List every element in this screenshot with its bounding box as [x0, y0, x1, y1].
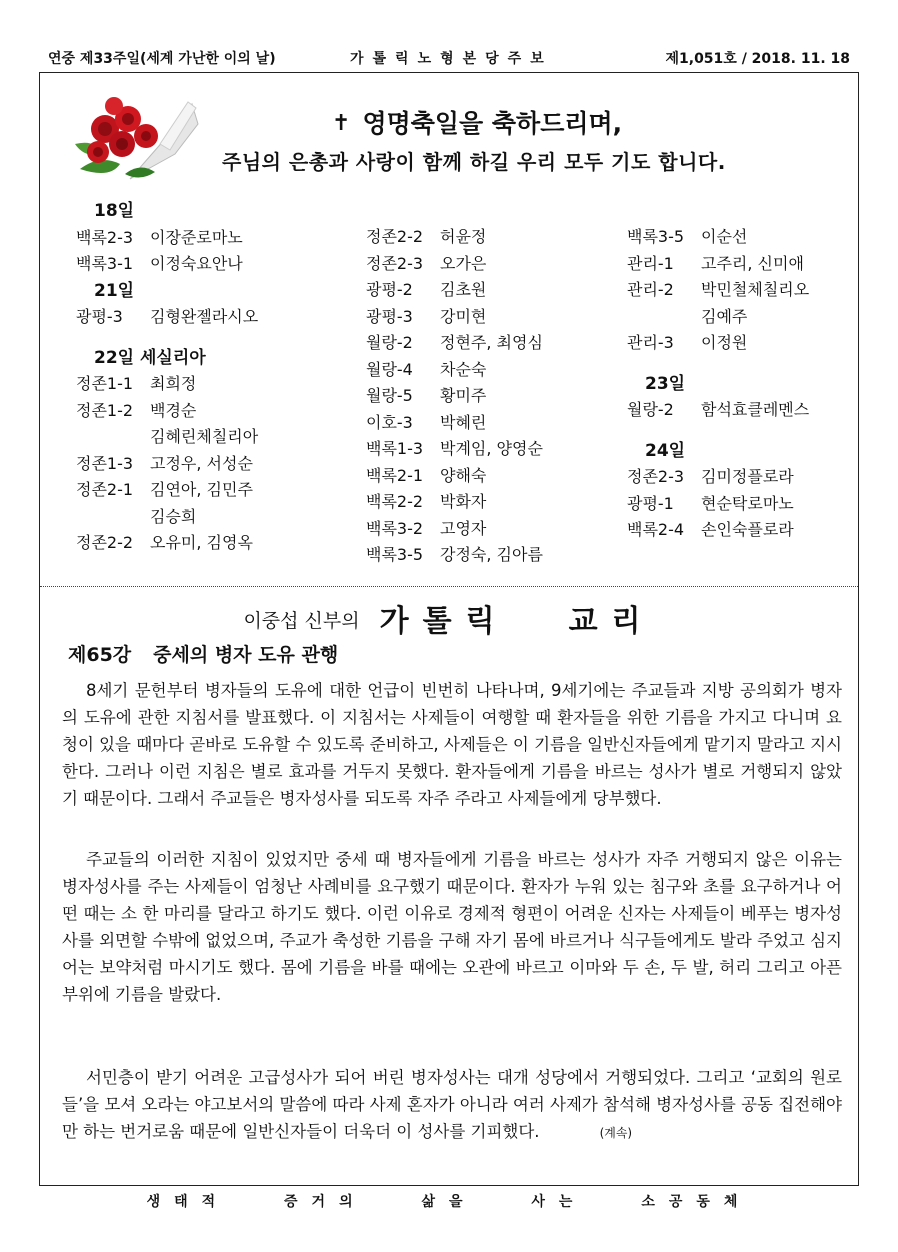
zone-tag: 월랑-4 [366, 359, 413, 379]
zone-tag: 광평-3 [366, 306, 413, 326]
feast-entry [76, 304, 258, 331]
person-names: 고정우, 서성순 [150, 453, 253, 473]
lesson-paragraph-1: 8세기 문헌부터 병자들의 도유에 대한 언급이 빈번히 나타나며, 9세기에는 주교들과 지방 공의회가 병자의 도유에 관한 지침서를 발표했다. 이 지침서는 사제들이 여행할 때 환자들을 위한 기름을 가지고 다니며 요청이 있을 때마다 곧바로 도유할 수 있도록 준비하고, 사제들은 이 기름을 일반신자들에게 맡기지 말라고 지시한다. 그러나 이런 지침은 별로 효과를 거두지 못했다. 환자들에게 기름을 바르는 성사가 별로 거행되지 않았기 때문이다. 그래서 주교들은 병자성사를 되도록 자주 주라고 사제들에게 당부했다. [62, 681, 842, 808]
person-names: 현순탁로마노 [701, 493, 794, 513]
feast-entry [76, 225, 258, 252]
person-names: 허윤정 [440, 227, 487, 246]
person-names: 박혜린 [440, 412, 487, 432]
person-names: 차순숙 [440, 359, 487, 379]
zone-tag: 광평-3 [76, 307, 123, 326]
person-names: 김연아, 김민주 [150, 480, 253, 499]
person-names: 이정숙요안나 [150, 254, 243, 273]
zone-tag: 광평-2 [366, 280, 413, 299]
zone-tag: 정존2-1 [76, 480, 134, 499]
person-names: 강정숙, 김아름 [440, 545, 543, 564]
zone-tag: 정존1-1 [76, 374, 134, 393]
zone-tag: 백록2-4 [627, 520, 685, 539]
feast-subtitle: 주님의 은총과 사랑이 함께 하길 우리 모두 기도 합니다. [222, 150, 726, 174]
feast-list-column-2 [366, 224, 543, 569]
zone-tag: 백록3-5 [366, 545, 424, 564]
rose-bouquet-image [70, 84, 200, 184]
lesson-heading-a: 가톨릭 [379, 604, 509, 639]
bulletin-header [40, 46, 858, 68]
person-names: 함석효클레멘스 [701, 400, 810, 419]
spacer [627, 424, 809, 438]
zone-tag: 정존2-3 [366, 253, 424, 273]
zone-tag: 관리-2 [627, 280, 674, 299]
feast-entry [627, 251, 809, 278]
zone-tag: 월랑-2 [366, 333, 413, 352]
feast-entry [366, 357, 543, 384]
person-names: 박민철체칠리오 [701, 280, 810, 299]
feast-entry [366, 224, 543, 251]
cross-icon: ✝ [332, 111, 351, 136]
lesson-header [0, 596, 898, 640]
feast-entry [76, 251, 258, 278]
zone-tag: 월랑-5 [366, 386, 413, 405]
zone-tag: 백록3-5 [627, 227, 685, 246]
feast-title-text: 영명축일을 축하드리며, [362, 109, 623, 138]
feast-entry [366, 463, 543, 490]
zone-tag: 정존2-3 [627, 467, 685, 486]
person-names: 정현주, 최영심 [440, 333, 543, 352]
feast-entry [76, 371, 258, 398]
zone-tag: 백록3-2 [366, 518, 424, 538]
zone-tag: 백록2-1 [366, 465, 424, 485]
lesson-number: 제65강 [68, 644, 132, 666]
feast-entry [627, 464, 809, 491]
lesson-title [68, 640, 338, 667]
person-names: 김미정플로라 [701, 467, 794, 486]
feast-entry [366, 516, 543, 543]
zone-tag: 백록2-3 [76, 227, 134, 247]
person-names: 황미주 [440, 386, 487, 405]
lesson-author: 이중섭 신부의 [243, 610, 360, 632]
zone-tag: 정존1-2 [76, 400, 134, 420]
feast-date-heading: 21일 [94, 280, 135, 301]
feast-title [332, 104, 622, 140]
feast-entry [627, 277, 809, 304]
feast-entry [627, 397, 809, 424]
feast-date-heading: 23일 [645, 373, 686, 394]
continued-note: (계속) [599, 1126, 633, 1140]
person-names: 이장준로마노 [150, 227, 243, 247]
bulletin-name: 가톨릭노형본당주보 [350, 51, 553, 67]
spacer [627, 357, 809, 371]
feast-entry-continuation: 김예주 [701, 306, 748, 326]
lesson-paragraph-2: 주교들의 이러한 지침이 있었지만 중세 때 병자들에게 기름을 바르는 성사가 자주 거행되지 않은 이유는 병자성사를 주는 사제들이 엄청난 사례비를 요구했기 때문이다. 환자가 누워 있는 침구와 초를 요구하거나 어떤 때는 소 한 마리를 달라고 하기도 했다. 이런 이유로 경제적 형편이 어려운 신자는 사제들이 베푸는 병자성사를 외면할 수밖에 없었으며, 주교가 축성한 기름을 구해 자기 몸에 바르거나 식구들에게도 발라 주었고 심지어는 보약처럼 마시기도 했다. 몸에 기름을 바를 때에는 오관에 바르고 이마와 두 손, 두 발, 허리 그리고 아픈 부위에 기름을 발랐다. [62, 850, 842, 1004]
person-names: 고영자 [440, 518, 487, 538]
person-names: 김초원 [440, 280, 487, 299]
feast-entry [76, 530, 258, 557]
feast-entry [366, 489, 543, 516]
zone-tag: 백록3-1 [76, 254, 134, 273]
zone-tag: 정존2-2 [366, 227, 424, 246]
feast-entry [366, 277, 543, 304]
feast-entry [366, 542, 543, 569]
person-names: 오가은 [440, 253, 487, 273]
feast-entry [366, 383, 543, 410]
feast-entry-continuation: 김승희 [150, 506, 197, 526]
person-names: 백경순 [150, 400, 197, 420]
section-divider [40, 586, 858, 587]
lesson-title-text: 중세의 병자 도유 관행 [153, 644, 339, 666]
feast-date-heading: 24일 [645, 440, 686, 461]
feast-entry [366, 330, 543, 357]
zone-tag: 이호-3 [366, 412, 413, 432]
spacer [76, 331, 258, 345]
zone-tag: 백록2-2 [366, 492, 424, 511]
zone-tag: 정존1-3 [76, 453, 134, 473]
lesson-heading-b: 교리 [568, 604, 655, 639]
zone-tag: 정존2-2 [76, 533, 134, 552]
zone-tag: 백록1-3 [366, 439, 424, 458]
feast-entry [627, 517, 809, 544]
person-names: 박계임, 양영순 [440, 439, 543, 458]
zone-tag: 월랑-2 [627, 400, 674, 419]
issue-number-date: 제1,051호 / 2018. 11. 18 [665, 51, 850, 67]
feast-entry [366, 251, 543, 278]
feast-entry-continuation: 김혜린체칠리아 [150, 427, 259, 446]
person-names: 박화자 [440, 492, 487, 511]
person-names: 양해숙 [440, 465, 487, 485]
feast-entry [627, 224, 809, 251]
person-names: 최희정 [150, 374, 197, 393]
feast-date-heading: 22일 세실리아 [94, 347, 206, 368]
person-names: 고주리, 신미애 [701, 253, 804, 273]
liturgical-day: 연중 제33주일(세계 가난한 이의 날) [48, 51, 276, 67]
lesson-paragraph-3-text: 서민층이 받기 어려운 고급성사가 되어 버린 병자성사는 대개 성당에서 거행되었다. 그리고 ‘교회의 원로들’을 모셔 오라는 야고보서의 말씀에 따라 사제 혼자가 아니라 여러 사제가 참석해 병자성사를 공동 집전해야만 하는 번거로움 때문에 일반신자들이 더욱더 이 성사를 기피했다. [62, 1068, 842, 1141]
feast-entry [627, 491, 809, 518]
feast-date-heading: 18일 [94, 201, 135, 221]
person-names: 이순선 [701, 227, 748, 246]
feast-entry [76, 398, 258, 425]
feast-list-column-3 [627, 224, 809, 544]
feast-entry [76, 477, 258, 504]
lesson-paragraph-3 [62, 1064, 842, 1147]
feast-entry [366, 436, 543, 463]
person-names: 손인숙플로라 [701, 520, 794, 539]
person-names: 김형완젤라시오 [150, 307, 259, 326]
person-names: 강미현 [440, 306, 487, 326]
feast-entry [366, 410, 543, 437]
person-names: 이정원 [701, 333, 748, 352]
person-names: 오유미, 김영옥 [150, 533, 253, 552]
feast-entry [366, 304, 543, 331]
feast-entry [76, 451, 258, 478]
zone-tag: 광평-1 [627, 493, 674, 513]
zone-tag: 관리-3 [627, 333, 674, 352]
zone-tag: 관리-1 [627, 253, 674, 273]
feast-entry [627, 330, 809, 357]
feast-list-column-1 [76, 198, 258, 557]
footer-slogan: 생태적 증거의 삶을 사는 소공동체 [146, 1194, 752, 1210]
